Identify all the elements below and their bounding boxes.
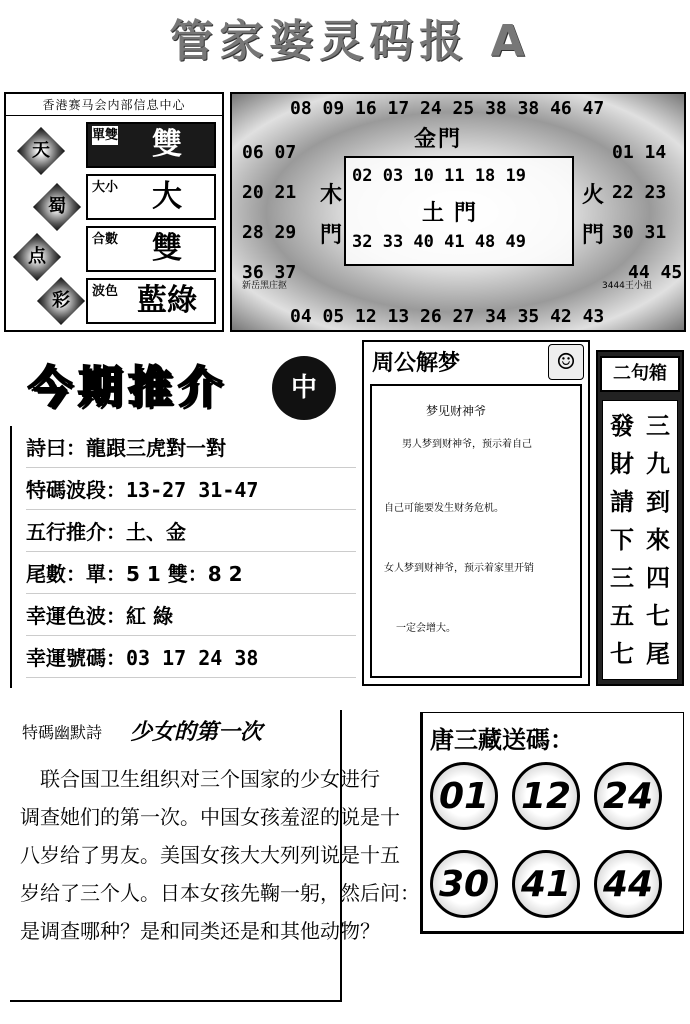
recommend-value: 紅 綠 — [126, 604, 173, 628]
poem-line: 调查她们的第一次。中国女孩羞涩的说是十 — [20, 805, 400, 829]
row-value: 藍綠 — [137, 283, 197, 318]
row-value: 大 — [152, 179, 182, 214]
diamond-char-1: 天 — [32, 140, 50, 161]
number-ball: 01 — [430, 762, 498, 830]
right-numbers-2: 22 23 — [612, 182, 667, 203]
poem-line: 是调查哪种？是和同类还是和其他动物？ — [20, 919, 380, 943]
row-label: 波色 — [92, 284, 119, 299]
recommend-key: 五行推介： — [26, 520, 126, 544]
verse-column-left: 發財請下三五七 — [610, 412, 634, 668]
poem-line: 八岁给了男友。美国女孩大大列列说是十五 — [20, 843, 400, 867]
number-ball: 12 — [512, 762, 580, 830]
verse-column-right: 三九到來四七尾 — [646, 412, 670, 668]
left-numbers-2: 20 21 — [242, 182, 297, 203]
recommend-line — [26, 638, 356, 678]
left-gate-label: 門 — [320, 223, 343, 248]
dream-paragraph: 男人梦到财神爷，预示着自己 — [402, 439, 532, 450]
recommend-value: 13-27 31-47 — [126, 478, 259, 502]
recommend-line — [26, 512, 356, 552]
right-numbers-1: 01 14 — [612, 142, 667, 163]
bottom-number-row: 04 05 12 13 26 27 34 35 42 43 — [290, 306, 605, 327]
center-numbers-2: 32 33 40 41 48 49 — [352, 232, 526, 252]
dream-content — [370, 384, 582, 678]
page-title: 管家婆灵码报 A — [169, 16, 531, 67]
small-text-right: 3444王小祖 — [602, 281, 652, 291]
sum-row — [86, 226, 216, 272]
recommend-key: 特碼波段： — [26, 478, 126, 502]
recommend-line — [26, 596, 356, 636]
attribute-box-header: 香港赛马会内部信息中心 — [6, 94, 222, 116]
dream-paragraph: 一定会增大。 — [396, 623, 456, 634]
diamond-char-3: 点 — [28, 246, 46, 267]
top-number-row: 08 09 16 17 24 25 38 38 46 47 — [290, 98, 605, 119]
recommend-key: 幸運色波： — [26, 604, 126, 628]
recommend-value: 03 17 24 38 — [126, 646, 259, 670]
number-ball: 24 — [594, 762, 662, 830]
recommend-key: 幸運號碼： — [26, 646, 126, 670]
left-numbers-4: 36 37 — [242, 262, 297, 283]
recommend-line — [26, 554, 356, 594]
number-ball: 41 — [512, 850, 580, 918]
dream-paragraph: 女人梦到财神爷，预示着家里开销 — [384, 563, 534, 574]
recommend-badge-icon: 中 — [272, 356, 336, 420]
figure-icon: ☺ — [548, 344, 584, 380]
recommend-value: 單：5 1 雙：8 2 — [86, 562, 243, 586]
row-label: 大小 — [92, 180, 119, 195]
recommend-key: 尾數： — [26, 562, 86, 586]
number-ball: 30 — [430, 850, 498, 918]
diamond-char-4: 彩 — [52, 290, 70, 311]
recommend-value: 龍跟三虎對一對 — [86, 436, 226, 460]
right-gate-label: 門 — [582, 223, 605, 248]
row-value: 雙 — [152, 127, 182, 162]
recommend-line — [26, 470, 356, 510]
recommend-line — [26, 428, 356, 468]
poem-line: 岁给了三个人。日本女孩先鞠一躬，然后问： — [20, 881, 420, 905]
left-numbers-3: 28 29 — [242, 222, 297, 243]
odd-even-row — [86, 122, 216, 168]
right-numbers-3: 30 31 — [612, 222, 667, 243]
row-label: 合數 — [92, 232, 119, 247]
row-value: 雙 — [152, 231, 182, 266]
earth-label: 土 — [422, 201, 445, 226]
number-ball: 44 — [594, 850, 662, 918]
right-numbers-4: 44 45 — [628, 262, 683, 283]
poem-text — [20, 760, 420, 990]
tang-title: 唐三藏送碼： — [430, 726, 574, 754]
poem-line: 联合国卫生组织对三个国家的少女进行 — [20, 767, 380, 791]
verse-title: 二句箱 — [600, 356, 680, 392]
gold-gate-label: 門 — [438, 127, 461, 152]
fire-label: 火 — [582, 183, 605, 208]
recommend-key: 詩曰： — [26, 436, 86, 460]
poem-label: 特碼幽默詩 — [22, 723, 103, 742]
wood-label: 木 — [320, 183, 343, 208]
earth-gate-label: 門 — [454, 201, 477, 226]
gold-label: 金 — [414, 127, 437, 152]
dream-heading: 梦见财神爷 — [426, 404, 487, 418]
big-small-row — [86, 174, 216, 220]
left-numbers-1: 06 07 — [242, 142, 297, 163]
poem-title: 少女的第一次 — [130, 719, 263, 745]
small-text-left: 新岳黑庄抠 — [242, 281, 288, 291]
verse-body — [602, 400, 678, 680]
wave-color-row — [86, 278, 216, 324]
center-numbers-1: 02 03 10 11 18 19 — [352, 166, 526, 186]
recommend-box — [10, 426, 355, 688]
attribute-box — [4, 92, 224, 332]
dream-paragraph: 自己可能要发生财务危机。 — [384, 503, 504, 514]
row-label: 單雙 — [92, 128, 119, 143]
five-element-panel — [230, 92, 686, 332]
diamond-char-2: 蜀 — [48, 196, 66, 217]
recommend-value: 土、金 — [126, 520, 186, 544]
recommend-title: 今期推介 — [28, 362, 228, 413]
dream-title: 周公解梦 — [372, 351, 461, 376]
earth-center-box — [344, 156, 574, 266]
